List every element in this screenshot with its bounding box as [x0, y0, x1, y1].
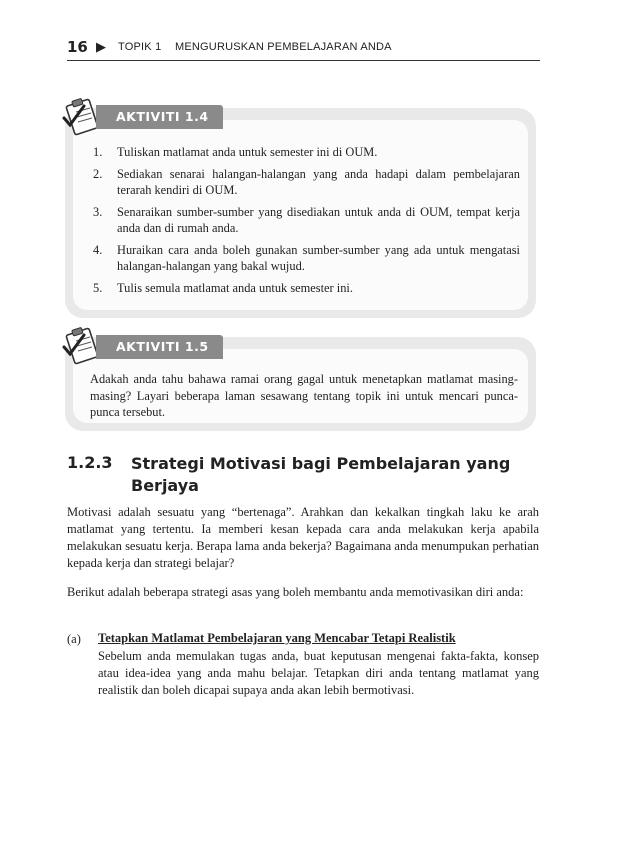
list-item: 3. Senaraikan sumber-sumber yang disediakan untuk anda di OUM, tempat kerja anda dan di rumah anda. — [93, 204, 520, 235]
paragraph: Motivasi adalah sesuatu yang “bertenaga”. Arahkan dan kekalkan tingkah laku ke arah matlamat yang tertentu. Ia memberi kesan kepada cara anda melakukan kerja apabila melakukan sesuatu kerja. Berapa lama anda bekerja? Bagaimana anda menumpukan perhatian kepada kerja dan strategi belajar? — [67, 505, 539, 570]
subsection-label: (a) — [67, 632, 81, 646]
paragraph: Berikut adalah beberapa strategi asas yang boleh membantu anda memotivasikan diri anda: — [67, 585, 524, 599]
activity-badge: AKTIVITI 1.4 — [96, 105, 223, 129]
page-number: 16 — [67, 38, 88, 56]
section-title: Strategi Motivasi bagi Pembelajaran yang Berjaya — [131, 454, 511, 495]
topic-label: TOPIK 1 — [118, 41, 162, 53]
list-item: 1. Tuliskan matlamat anda untuk semester ini di OUM. — [93, 145, 378, 159]
arrow-right-icon: ▶ — [96, 40, 106, 55]
subsection-body: Sebelum anda memulakan tugas anda, buat keputusan mengenai fakta-fakta, konsep atau idea-idea yang anda mahu belajar. Tetapkan diri anda tentang matlamat yang realistik dan boleh dicapai supaya anda akan lebih bermotivasi. — [98, 649, 539, 697]
list-item: 4. Huraikan cara anda boleh gunakan sumber-sumber yang ada untuk mengatasi halangan-halangan yang bakal wujud. — [93, 242, 520, 273]
header-title: MENGURUSKAN PEMBELAJARAN ANDA — [175, 41, 392, 53]
list-item: 2. Sediakan senarai halangan-halangan yang anda hadapi dalam pembelajaran terarah kendiri di OUM. — [93, 166, 520, 197]
activity-list — [93, 144, 520, 301]
subsection-title: Tetapkan Matlamat Pembelajaran yang Mencabar Tetapi Realistik — [98, 631, 456, 645]
list-item: 5. Tulis semula matlamat anda untuk semester ini. — [93, 280, 353, 295]
section-number: 1.2.3 — [67, 453, 113, 472]
page-header — [67, 38, 540, 61]
activity-text: Adakah anda tahu bahawa ramai orang gagal untuk menetapkan matlamat masing-masing? Layari beberapa laman sesawang tentang topik ini untuk mencari punca-punca tersebut. — [90, 372, 518, 419]
activity-badge: AKTIVITI 1.5 — [96, 335, 223, 359]
